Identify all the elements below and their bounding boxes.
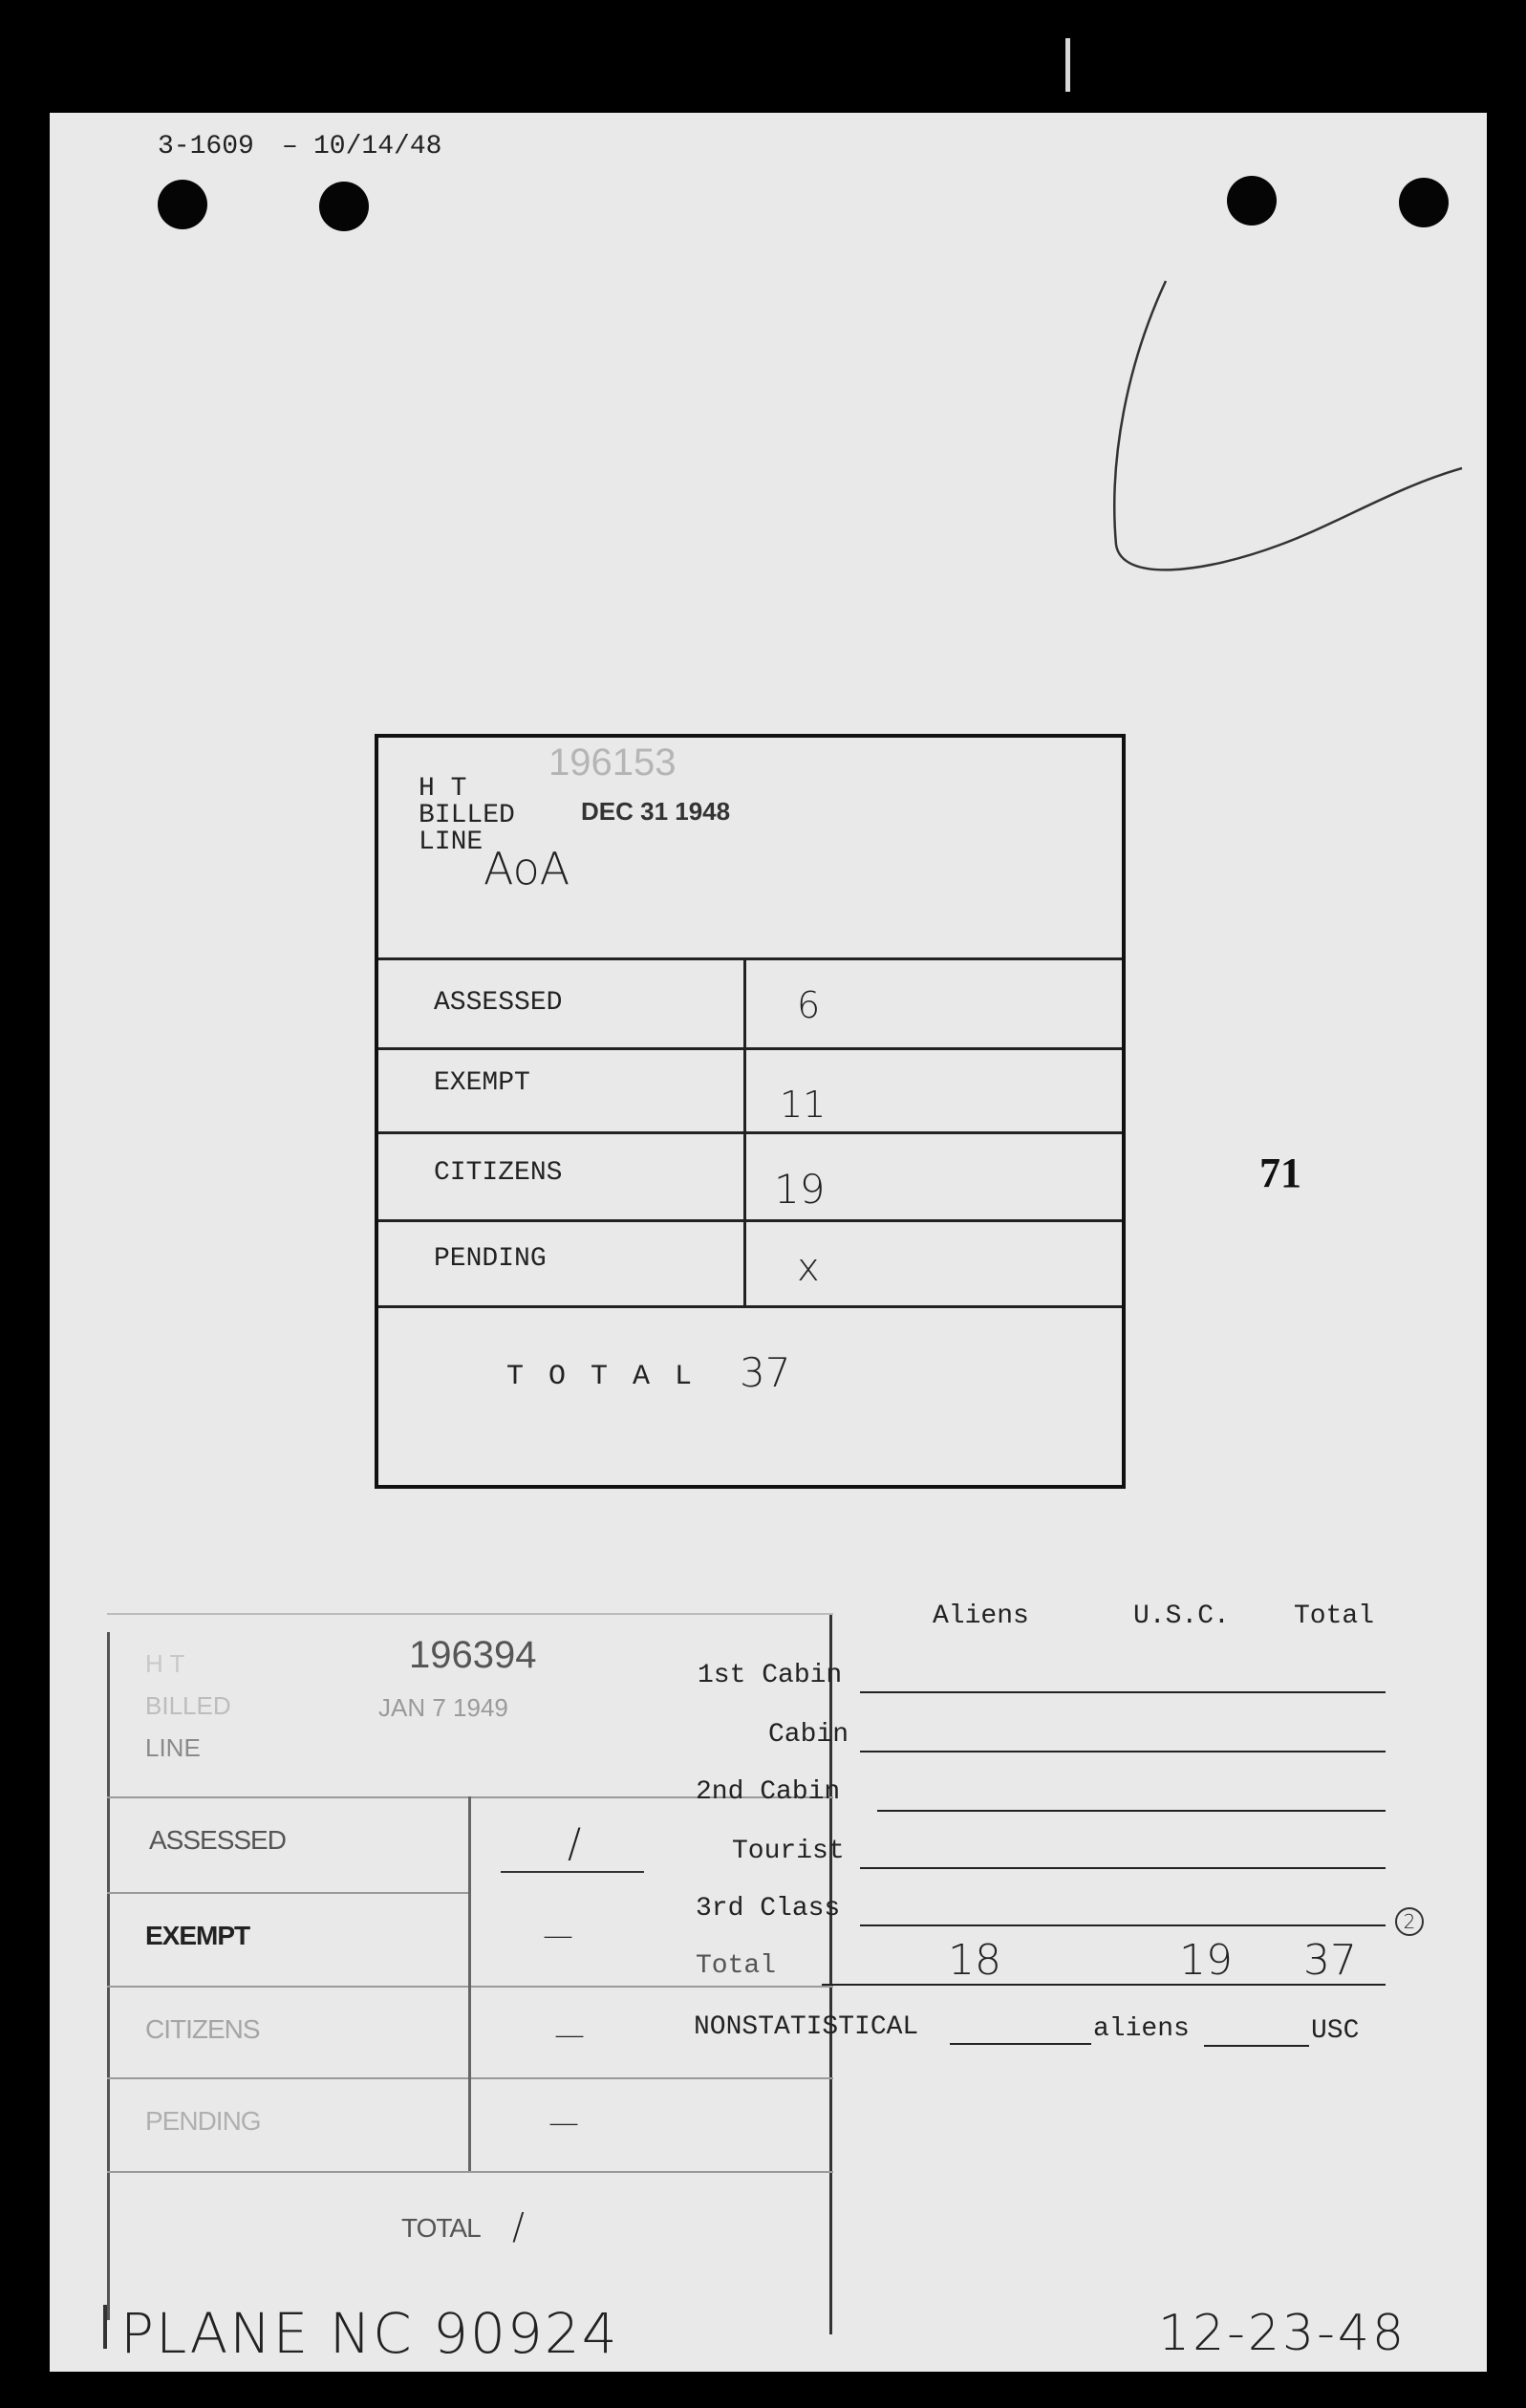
row-label-2nd-cabin: 2nd Cabin (696, 1777, 841, 1807)
stamp1-line-value: AoA (484, 843, 570, 894)
stamp2-row-pending-label: PENDING (145, 2106, 261, 2136)
stamp1-row-exempt-label: EXEMPT (434, 1068, 530, 1098)
stamp-box-1 (375, 734, 1126, 1489)
stamp2-divider-5 (107, 2171, 833, 2173)
stamp2-row-citizens-value: — (554, 2016, 585, 2053)
stamp2-date-stamp: JAN 7 1949 (378, 1693, 508, 1722)
stamp2-row-assessed-value: / (568, 1819, 582, 1866)
stamp1-line-label: LINE (419, 828, 484, 857)
stamp1-row-pending-label: PENDING (434, 1244, 547, 1274)
stamp1-ht-label: H T (419, 774, 467, 804)
stamp1-row-assessed-label: ASSESSED (434, 988, 563, 1018)
stamp2-row-assessed-underline (501, 1871, 644, 1873)
total-aliens-value: 18 (948, 1936, 1001, 1985)
stamp1-date-stamp: DEC 31 1948 (581, 797, 731, 826)
stamp2-column-divider (468, 1796, 471, 2171)
total-usc-value: 19 (1179, 1936, 1233, 1985)
punch-hole-2 (319, 182, 369, 231)
row-label-cabin: Cabin (768, 1720, 849, 1750)
row-label-1st-cabin: 1st Cabin (698, 1661, 843, 1690)
stamp2-row-exempt-label: EXEMPT (145, 1921, 250, 1950)
nonstat-aliens-line (950, 2043, 1091, 2045)
nonstat-aliens-label: aliens (1093, 2014, 1190, 2044)
punch-hole-3 (1227, 176, 1277, 226)
stamp2-number: 196394 (409, 1634, 537, 1676)
stamp1-divider-top (378, 957, 1122, 960)
total-total-value: 37 (1303, 1936, 1357, 1985)
row-line-total (822, 1984, 1386, 1986)
stamp2-row-pending-value: — (548, 2104, 579, 2140)
stamp2-total-label: TOTAL (401, 2213, 481, 2243)
form-number: 3-1609 (158, 132, 254, 161)
stamp1-row-citizens-label: CITIZENS (434, 1158, 563, 1188)
stamp2-row-citizens-label: CITIZENS (145, 2014, 260, 2044)
edge-mark (1065, 38, 1070, 92)
stamp1-billed-label: BILLED (419, 801, 515, 830)
stamp1-row-exempt-value: 11 (780, 1084, 827, 1126)
column-header-aliens: Aliens (933, 1602, 1029, 1631)
row-line-2nd-cabin (877, 1810, 1386, 1812)
row-line-tourist (860, 1867, 1386, 1869)
row-label-3rd-class: 3rd Class (696, 1894, 841, 1924)
stamp1-row-citizens-value: 19 (774, 1166, 826, 1213)
row-label-total: Total (696, 1951, 777, 1981)
header-date: 10/14/48 (313, 132, 442, 161)
stamp1-column-divider (743, 957, 746, 1305)
stamp2-left-border (107, 1632, 110, 2320)
stamp1-row-pending-value: x (797, 1246, 820, 1290)
pen-stroke (1089, 268, 1472, 592)
stamp2-line-label: LINE (145, 1733, 201, 1762)
punch-hole-1 (158, 180, 207, 229)
stamp1-divider-4 (378, 1219, 1122, 1222)
nonstat-usc-line (1204, 2045, 1309, 2047)
plane-underline (103, 2305, 107, 2349)
nonstat-usc-label: USC (1311, 2016, 1360, 2046)
stamp1-number: 196153 (548, 742, 677, 784)
row-line-cabin (860, 1751, 1386, 1752)
stamp2-ht-label: H T (145, 1649, 185, 1678)
stamp2-top-border (107, 1613, 833, 1615)
side-number: 71 (1259, 1150, 1301, 1196)
stamp1-total-value: 37 (740, 1349, 791, 1396)
circled-mark: 2 (1395, 1907, 1424, 1936)
column-header-usc: U.S.C. (1133, 1602, 1230, 1631)
stamp1-divider-5 (378, 1305, 1122, 1308)
header-dash: – (282, 132, 298, 161)
stamp2-divider-2 (107, 1892, 470, 1894)
punch-hole-4 (1399, 178, 1449, 227)
row-line-1st-cabin (860, 1691, 1386, 1693)
column-header-total: Total (1294, 1602, 1375, 1631)
stamp2-billed-label: BILLED (145, 1691, 231, 1720)
stamp1-divider-3 (378, 1131, 1122, 1134)
stamp1-row-assessed-value: 6 (797, 984, 821, 1026)
row-line-3rd-class (860, 1924, 1386, 1926)
footer-date: 12-23-48 (1158, 2305, 1408, 2362)
stamp2-row-exempt-value: — (543, 1917, 573, 1953)
plane-number: PLANE NC 90924 (120, 2301, 619, 2366)
stamp2-row-assessed-label: ASSESSED (149, 1825, 286, 1855)
nonstat-label: NONSTATISTICAL (694, 2012, 919, 2042)
stamp1-total-label: T O T A L (506, 1361, 697, 1393)
stamp1-divider-2 (378, 1047, 1122, 1050)
row-label-tourist: Tourist (732, 1837, 845, 1866)
stamp2-total-value: / (512, 2205, 525, 2247)
